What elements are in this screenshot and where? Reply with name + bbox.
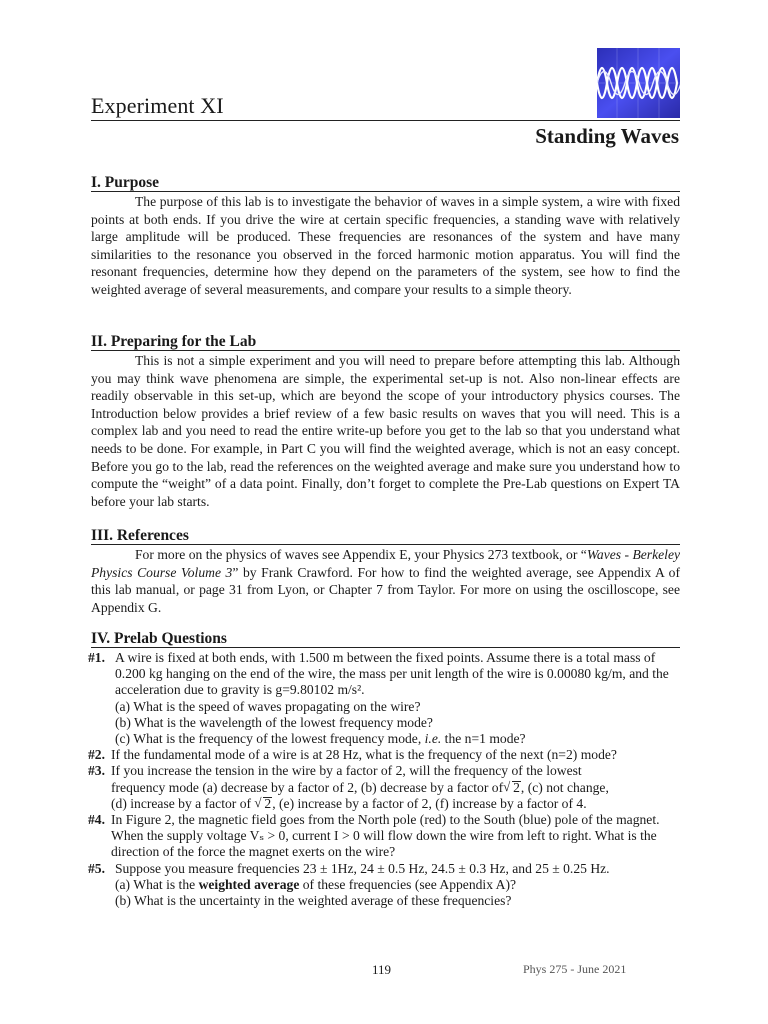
question-5a [88, 877, 680, 893]
section-heading: III. References [91, 527, 680, 545]
question-text: Suppose you measure frequencies 23 ± 1Hz, 24 ± 0.5 Hz, 24.5 ± 0.3 Hz, and 25 ± 0.25 Hz. [115, 860, 610, 876]
question-3-text: , (e) increase by a factor of 2, (f) increase by a factor of 4. [272, 795, 587, 811]
sqrt-value: 2 [513, 779, 520, 795]
question-4 [88, 812, 680, 861]
section-prelab [88, 630, 680, 909]
question-number: #5. [88, 860, 105, 876]
page-title: Standing Waves [535, 124, 679, 148]
section-preparing [91, 333, 680, 510]
question-number: #4. [88, 812, 105, 828]
section-heading: I. Purpose [91, 174, 680, 192]
question-3-text: frequency mode (a) decrease by a factor of 2, (b) decrease by a factor of [111, 779, 504, 795]
section-heading: IV. Prelab Questions [91, 630, 680, 648]
experiment-label: Experiment XI [91, 93, 224, 118]
question-text: If the fundamental mode of a wire is at 28 Hz, what is the frequency of the next (n=2) mode? [111, 747, 617, 763]
question-1a: (a) What is the speed of waves propagating on the wire? [115, 698, 421, 714]
question-3 [88, 763, 680, 812]
section-heading: II. Preparing for the Lab [91, 333, 680, 351]
purpose-text: The purpose of this lab is to investigate the behavior of waves in a simple system, a wire with fixed points at both ends. If you drive the wire at certain specific frequencies, a standing wave with relatively large amplitude will be produced. These frequencies are resonances of the system and have many similarities to the resonance you observed in the forced harmonic motion apparatus. You will find the resonant frequencies, determine how they depend on the parameters of the system, see how to find the weighted average of several measurements, and compare your results to a simple theory. [91, 194, 680, 297]
question-3-line-2 [88, 780, 680, 796]
sqrt-symbol: √ 2 [254, 794, 272, 811]
section-purpose [91, 174, 680, 299]
question-5b: (b) What is the uncertainty in the weighted average of these frequencies? [115, 893, 512, 909]
question-text: In Figure 2, the magnetic field goes from the North pole (red) to the South (blue) pole of the magnet. When the supply voltage Vₛ > 0, current I > 0 will flow down the wire from left to right. What is the direction of the force the magnet exerts on the wire? [111, 812, 660, 860]
question-1c-text-a: (c) What is the frequency of the lowest frequency mode, [115, 731, 425, 747]
question-5a-bold: weighted average [198, 876, 300, 892]
references-text-a: For more on the physics of waves see Appendix E, your Physics 273 textbook, or “ [135, 547, 587, 562]
question-1b: (b) What is the wavelength of the lowest frequency mode? [115, 714, 433, 730]
question-2 [88, 747, 680, 763]
section-references [91, 527, 680, 616]
question-5 [88, 861, 680, 910]
course-footer: Phys 275 - June 2021 [523, 962, 627, 976]
question-text: If you increase the tension in the wire by a factor of 2, will the frequency of the lowest [111, 763, 582, 779]
sine-wave-logo [597, 48, 680, 118]
references-text-b: ” by Frank Crawford. For how to find the weighted average, see Appendix A of this lab manual, or page 31 from Lyon, or Chapter 7 from Taylor. For more on using the oscilloscope, see Appendix G. [91, 564, 681, 615]
sqrt-value: 2 [264, 795, 272, 811]
references-text [91, 546, 680, 616]
question-3-text: (d) increase by a factor of [111, 795, 252, 811]
question-number: #1. [88, 650, 105, 665]
question-1c-italic: i.e. [424, 731, 442, 747]
question-3-line-3 [88, 796, 680, 812]
question-text: A wire is fixed at both ends, with 1.500 m between the fixed points. Assume there is a total mass of 0.200 kg hanging on the end of the wire, the mass per unit length of the wire is 0.00080 kg/m, and the acceleration due to gravity is g=9.80102 m/s². [115, 650, 669, 698]
question-3-text: , (c) not change, [520, 779, 609, 795]
sqrt-symbol: √ 2 [503, 778, 520, 795]
question-number: #3. [88, 763, 105, 779]
title-rule [91, 120, 680, 121]
question-1c [88, 731, 680, 747]
question-5a-text-c: of these frequencies (see Appendix A)? [299, 876, 517, 892]
question-1c-text-b: the n=1 mode? [441, 731, 526, 747]
page-number: 119 [372, 962, 392, 977]
question-number: #2. [88, 747, 105, 763]
question-1 [88, 650, 680, 747]
preparing-text: This is not a simple experiment and you will need to prepare before attempting this lab. Although you may think wave phenomena are simple, the experimental set-up is not. Also non-linear effects are readily observable in this set-up, which are beyond the scope of your introductory physics courses. The Introduction below provides a brief review of a few basic results on waves that you will need. This is a complex lab and you need to read the entire write-up before you get to the lab so that you understand what needs to be done. For example, in Part C you will find the weighted average, which is not an easy concept. Before you go to the lab, read the references on the weighted average and make sure you understand how to compute the “weight” of a data point. Finally, don’t forget to complete the Pre-Lab questions on Expert TA before your lab starts. [91, 353, 680, 509]
question-5a-text-a: (a) What is the [115, 876, 199, 892]
references-book-title: Waves - Berkeley Physics Course Volume 3 [91, 547, 681, 580]
